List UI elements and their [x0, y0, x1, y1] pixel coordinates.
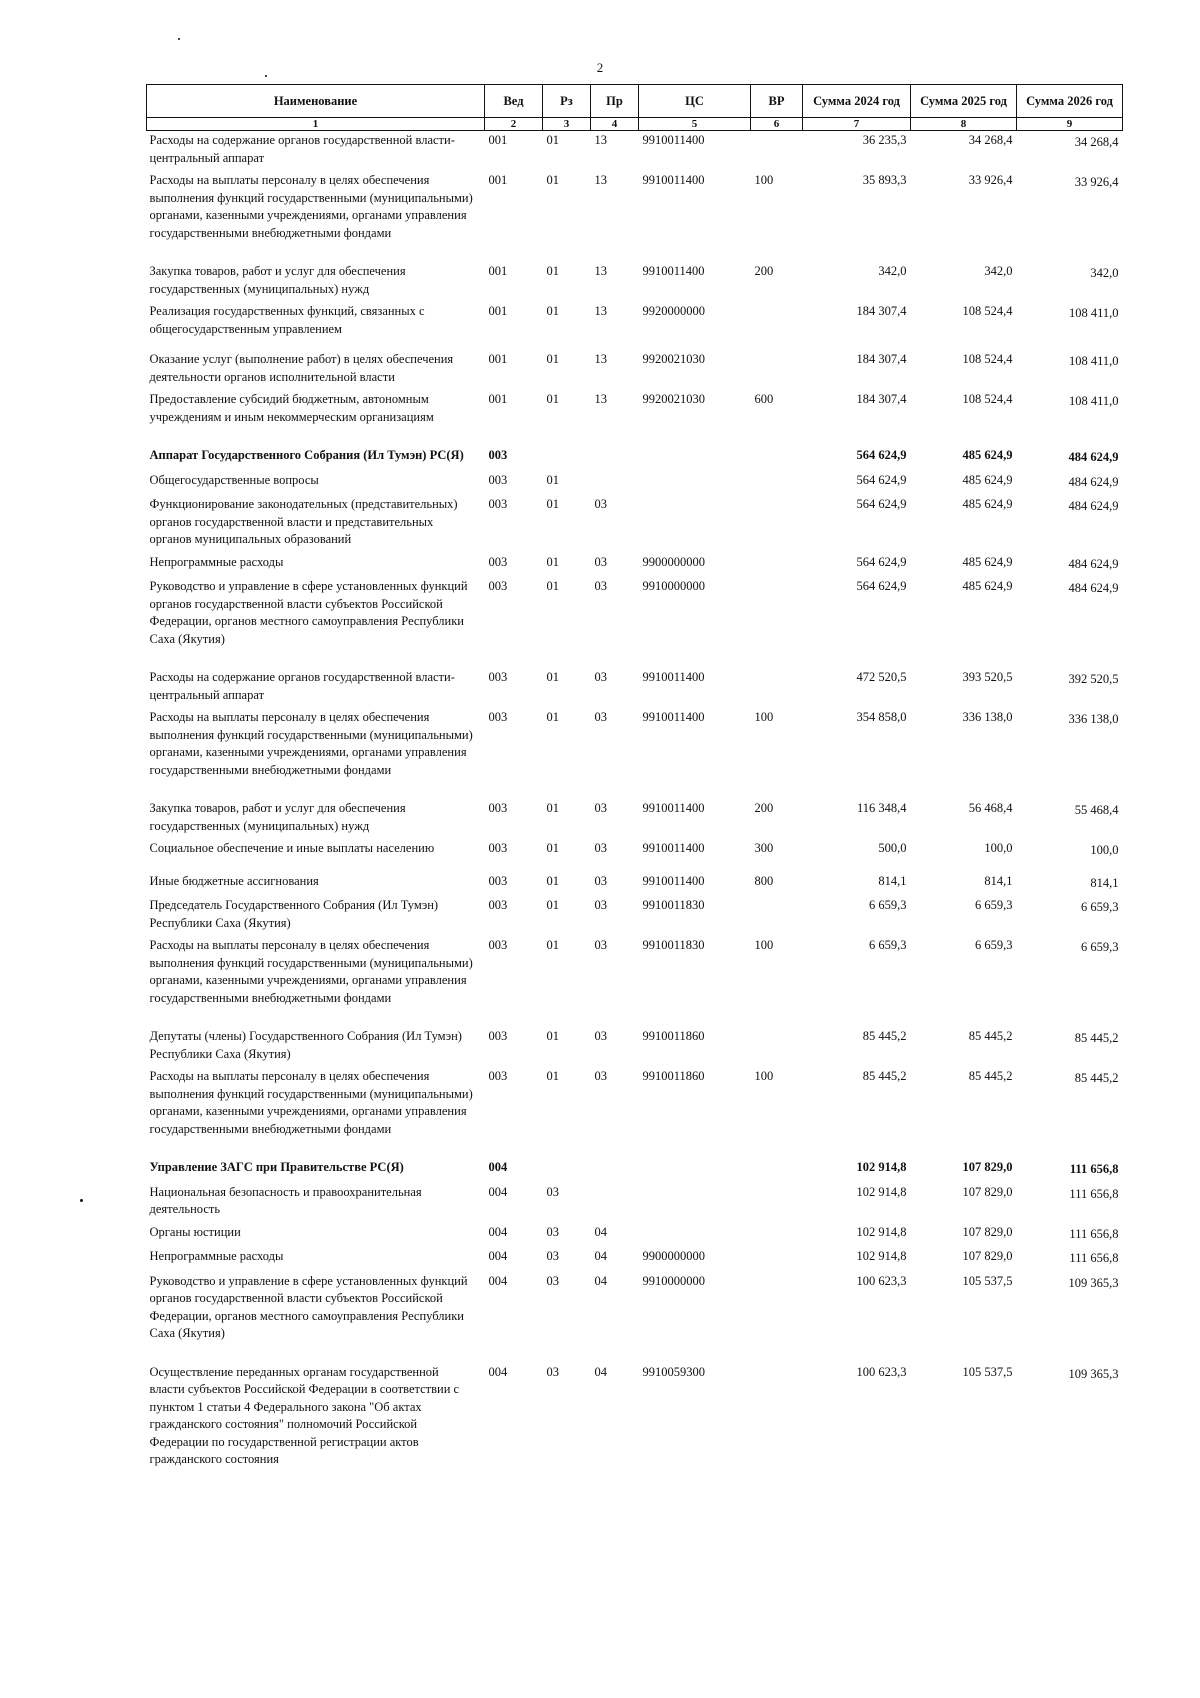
row-sum-2024-cell: 814,1 — [878, 873, 907, 888]
row-name-cell: Управление ЗАГС при Правительстве РС(Я) — [149, 1160, 404, 1174]
table-row — [147, 799, 1123, 839]
row-pr-cell: 03 — [594, 1069, 607, 1083]
row-cs-cell: 9910011400 — [642, 264, 705, 278]
table-row — [147, 1183, 1123, 1223]
row-pr-cell — [591, 446, 639, 471]
row-cs-cell: 9910011830 — [642, 938, 705, 952]
col-number-4: 4 — [591, 118, 639, 131]
row-sum-2026-cell: 484 624,9 — [1068, 474, 1119, 489]
row-sum-2025-cell: 485 624,9 — [962, 554, 1013, 569]
row-ved-cell: 003 — [488, 554, 508, 569]
row-sum-2025-cell: 105 537,5 — [962, 1273, 1013, 1288]
row-rz-cell: 01 — [546, 133, 559, 147]
row-sum-2026-cell: 392 520,5 — [1068, 672, 1119, 686]
row-cs-cell — [639, 446, 751, 471]
row-sum-2024-cell: 100 623,3 — [856, 1273, 907, 1288]
row-vr-cell — [751, 1183, 803, 1223]
row-ved-cell: 003 — [488, 841, 508, 855]
row-sum-2025-cell: 34 268,4 — [968, 133, 1013, 147]
row-sum-2026-cell: 111 656,8 — [1069, 1162, 1119, 1176]
row-rz-cell: 01 — [546, 173, 559, 187]
row-rz-cell: 01 — [546, 1029, 559, 1043]
row-pr-cell: 03 — [594, 873, 607, 888]
row-ved-cell: 003 — [488, 497, 508, 511]
row-name-cell: Осуществление переданных органам государственной власти субъектов Российской Федерации в соответствии с пунктом 1 статьи 4 Федерального закона "Об актах гражданского состояния" полномочий Российской Федерации по государственной регистрации актов гражданского состояния — [149, 1364, 460, 1466]
table-row — [147, 872, 1123, 897]
row-ved-cell: 003 — [488, 873, 508, 888]
row-pr-cell: 03 — [594, 801, 607, 815]
row-sum-2025-cell: 107 829,0 — [962, 1184, 1013, 1199]
table-row — [147, 262, 1123, 302]
row-rz-cell: 01 — [546, 497, 559, 511]
col-number-6: 6 — [751, 118, 803, 131]
row-vr-cell — [751, 471, 803, 496]
row-sum-2025-cell: 56 468,4 — [968, 801, 1013, 815]
row-rz-cell: 01 — [546, 710, 559, 724]
row-sum-2025-cell: 485 624,9 — [962, 448, 1013, 462]
row-vr-cell — [751, 350, 803, 390]
row-sum-2026-cell: 109 365,3 — [1068, 1366, 1119, 1381]
row-sum-2024-cell: 184 307,4 — [856, 392, 907, 406]
row-sum-2024-cell: 116 348,4 — [856, 801, 907, 815]
table-row — [147, 839, 1123, 872]
row-pr-cell: 13 — [594, 133, 607, 147]
col-header-ved: Вед — [485, 85, 543, 118]
row-sum-2025-cell: 6 659,3 — [975, 898, 1013, 912]
table-row — [147, 171, 1123, 262]
row-rz-cell: 03 — [546, 1184, 559, 1199]
row-sum-2025-cell: 100,0 — [984, 841, 1013, 855]
row-ved-cell: 004 — [488, 1364, 508, 1379]
table-row — [147, 1223, 1123, 1248]
row-sum-2024-cell: 85 445,2 — [862, 1069, 907, 1083]
row-ved-cell: 003 — [488, 1029, 508, 1043]
row-sum-2026-cell: 108 411,0 — [1068, 306, 1119, 320]
col-header-sum-2024: Сумма 2024 год — [803, 85, 911, 118]
row-name-cell: Расходы на содержание органов государственной власти- центральный аппарат — [149, 670, 455, 702]
row-sum-2024-cell: 102 914,8 — [856, 1184, 907, 1199]
row-sum-2025-cell: 85 445,2 — [968, 1069, 1013, 1083]
row-rz-cell: 01 — [546, 801, 559, 815]
row-cs-cell: 9910011860 — [642, 1069, 705, 1083]
row-vr-cell: 200 — [754, 264, 774, 278]
row-sum-2026-cell: 342,0 — [1090, 266, 1119, 280]
row-vr-cell — [751, 131, 803, 172]
row-sum-2026-cell: 111 656,8 — [1069, 1251, 1119, 1265]
row-pr-cell — [591, 1158, 639, 1183]
row-ved-cell: 003 — [488, 472, 508, 487]
row-sum-2025-cell: 105 537,5 — [962, 1364, 1013, 1379]
row-name-cell: Социальное обеспечение и иные выплаты населению — [149, 841, 435, 855]
row-ved-cell: 003 — [488, 1069, 508, 1083]
row-rz-cell: 01 — [546, 392, 559, 406]
row-rz-cell: 01 — [546, 938, 559, 952]
row-sum-2024-cell: 102 914,8 — [856, 1160, 907, 1174]
table-row — [147, 390, 1123, 446]
row-vr-cell — [751, 1027, 803, 1067]
col-header-vr: ВР — [751, 85, 803, 118]
row-vr-cell: 100 — [754, 173, 774, 187]
row-rz-cell — [543, 446, 591, 471]
row-name-cell: Функционирование законодательных (представительных) органов государственной власти и представительных органов муниципальных образований — [149, 497, 458, 546]
row-sum-2024-cell: 342,0 — [878, 264, 907, 278]
row-sum-2026-cell: 108 411,0 — [1068, 394, 1119, 408]
row-vr-cell — [751, 1223, 803, 1248]
table-row — [147, 446, 1123, 471]
row-ved-cell: 004 — [488, 1249, 508, 1263]
row-name-cell: Аппарат Государственного Собрания (Ил Тумэн) РС(Я) — [149, 448, 464, 462]
row-pr-cell: 03 — [594, 898, 607, 912]
row-name-cell: Непрограммные расходы — [149, 1249, 284, 1263]
col-number-8: 8 — [911, 118, 1017, 131]
row-ved-cell: 001 — [488, 304, 508, 318]
row-cs-cell: 9910000000 — [642, 579, 705, 593]
row-cs-cell: 9900000000 — [642, 1249, 705, 1263]
row-ved-cell: 003 — [488, 579, 508, 593]
row-vr-cell — [751, 1272, 803, 1363]
budget-table-wrapper — [146, 84, 1122, 1473]
row-sum-2025-cell: 485 624,9 — [962, 579, 1013, 593]
col-number-5: 5 — [639, 118, 751, 131]
row-sum-2024-cell: 354 858,0 — [856, 710, 907, 724]
row-cs-cell: 9910011400 — [642, 173, 705, 187]
row-rz-cell: 01 — [546, 898, 559, 912]
row-sum-2026-cell: 85 445,2 — [1074, 1031, 1119, 1045]
table-row — [147, 577, 1123, 668]
row-cs-cell: 9920021030 — [642, 352, 705, 366]
row-sum-2025-cell: 85 445,2 — [968, 1029, 1013, 1043]
row-cs-cell: 9910000000 — [642, 1273, 705, 1288]
table-row — [147, 1027, 1123, 1067]
row-pr-cell: 03 — [594, 670, 607, 684]
table-row — [147, 936, 1123, 1027]
row-cs-cell: 9910011400 — [642, 133, 705, 147]
row-sum-2024-cell: 100 623,3 — [856, 1364, 907, 1379]
row-vr-cell: 100 — [754, 710, 774, 724]
row-vr-cell — [751, 668, 803, 708]
row-cs-cell — [639, 1158, 751, 1183]
row-cs-cell: 9910011400 — [642, 801, 705, 815]
row-rz-cell: 01 — [546, 873, 559, 888]
row-vr-cell — [751, 1247, 803, 1272]
budget-table — [146, 84, 1123, 1473]
row-vr-cell: 100 — [754, 938, 774, 952]
row-sum-2025-cell: 485 624,9 — [962, 497, 1013, 511]
row-sum-2024-cell: 564 624,9 — [856, 579, 907, 593]
row-sum-2026-cell: 484 624,9 — [1068, 581, 1119, 595]
row-vr-cell: 600 — [754, 392, 774, 406]
row-sum-2025-cell: 107 829,0 — [962, 1249, 1013, 1263]
row-cs-cell: 9910011830 — [642, 898, 705, 912]
col-header-pr: Пр — [591, 85, 639, 118]
row-pr-cell: 03 — [594, 1029, 607, 1043]
table-row — [147, 1363, 1123, 1473]
row-rz-cell — [543, 1158, 591, 1183]
row-name-cell: Национальная безопасность и правоохранительная деятельность — [149, 1184, 422, 1216]
row-name-cell: Реализация государственных функций, связанных с общегосударственным управлением — [149, 304, 425, 336]
margin-dot — [80, 1199, 83, 1202]
row-sum-2026-cell: 55 468,4 — [1074, 803, 1119, 817]
row-rz-cell: 01 — [546, 304, 559, 318]
row-sum-2025-cell: 6 659,3 — [975, 938, 1013, 952]
row-ved-cell: 003 — [488, 670, 508, 684]
row-ved-cell: 004 — [488, 1184, 508, 1199]
row-sum-2024-cell: 85 445,2 — [862, 1029, 907, 1043]
row-vr-cell — [751, 446, 803, 471]
row-name-cell: Расходы на выплаты персоналу в целях обеспечения выполнения функций государственными (муниципальными) органами, казенными учреждениями, органами управления государственными внебюджетными фондами — [149, 938, 473, 1005]
row-sum-2025-cell: 107 829,0 — [962, 1160, 1013, 1174]
table-row — [147, 1272, 1123, 1363]
row-sum-2025-cell: 393 520,5 — [962, 670, 1013, 684]
row-ved-cell: 003 — [488, 801, 508, 815]
row-sum-2026-cell: 6 659,3 — [1081, 900, 1119, 914]
row-sum-2024-cell: 35 893,3 — [862, 173, 907, 187]
row-ved-cell: 004 — [488, 1160, 508, 1174]
table-header — [147, 85, 1123, 131]
row-sum-2026-cell: 108 411,0 — [1068, 354, 1119, 368]
row-sum-2024-cell: 102 914,8 — [856, 1224, 907, 1239]
row-sum-2025-cell: 108 524,4 — [962, 304, 1013, 318]
row-pr-cell: 03 — [594, 841, 607, 855]
row-ved-cell: 003 — [488, 938, 508, 952]
col-number-1: 1 — [147, 118, 485, 131]
row-sum-2026-cell: 111 656,8 — [1069, 1186, 1119, 1201]
table-row — [147, 668, 1123, 708]
table-row — [147, 471, 1123, 496]
col-header-sum-2026: Сумма 2026 год — [1017, 85, 1123, 118]
col-number-3: 3 — [543, 118, 591, 131]
row-cs-cell: 9910011400 — [642, 841, 705, 855]
row-rz-cell: 03 — [546, 1224, 559, 1239]
row-ved-cell: 003 — [488, 898, 508, 912]
row-sum-2025-cell: 108 524,4 — [962, 352, 1013, 366]
row-vr-cell — [751, 577, 803, 668]
row-vr-cell — [751, 302, 803, 350]
row-sum-2024-cell: 36 235,3 — [862, 133, 907, 147]
row-cs-cell: 9920021030 — [642, 392, 705, 406]
row-vr-cell: 300 — [754, 841, 774, 855]
row-vr-cell — [751, 553, 803, 578]
row-name-cell: Закупка товаров, работ и услуг для обеспечения государственных (муниципальных) нужд — [149, 801, 406, 833]
row-vr-cell: 800 — [754, 873, 774, 888]
row-pr-cell: 13 — [594, 392, 607, 406]
row-sum-2026-cell: 484 624,9 — [1068, 556, 1119, 571]
row-sum-2026-cell: 34 268,4 — [1074, 135, 1119, 149]
row-sum-2024-cell: 6 659,3 — [869, 938, 907, 952]
col-header-name: Наименование — [147, 85, 485, 118]
row-sum-2025-cell: 336 138,0 — [962, 710, 1013, 724]
row-ved-cell: 001 — [488, 264, 508, 278]
row-sum-2024-cell: 564 624,9 — [856, 472, 907, 487]
row-pr-cell — [591, 471, 639, 496]
row-cs-cell: 9910011860 — [642, 1029, 705, 1043]
row-pr-cell: 04 — [594, 1249, 607, 1263]
col-number-7: 7 — [803, 118, 911, 131]
row-rz-cell: 03 — [546, 1364, 559, 1379]
row-sum-2024-cell: 564 624,9 — [856, 497, 907, 511]
row-ved-cell: 001 — [488, 352, 508, 366]
row-cs-cell — [639, 1183, 751, 1223]
row-sum-2025-cell: 342,0 — [984, 264, 1013, 278]
row-pr-cell: 13 — [594, 304, 607, 318]
row-rz-cell: 01 — [546, 1069, 559, 1083]
row-vr-cell: 100 — [754, 1069, 774, 1083]
row-ved-cell: 001 — [488, 133, 508, 147]
row-name-cell: Депутаты (члены) Государственного Собрания (Ил Тумэн) Республики Саха (Якутия) — [149, 1029, 462, 1061]
row-rz-cell: 01 — [546, 264, 559, 278]
row-name-cell: Расходы на выплаты персоналу в целях обеспечения выполнения функций государственными (муниципальными) органами, казенными учреждениями, органами управления государственными внебюджетными фондами — [149, 1069, 473, 1136]
table-row — [147, 131, 1123, 172]
row-cs-cell: 9900000000 — [642, 554, 705, 569]
row-vr-cell — [751, 495, 803, 553]
row-cs-cell — [639, 495, 751, 553]
row-name-cell: Расходы на выплаты персоналу в целях обеспечения выполнения функций государственными (муниципальными) органами, казенными учреждениями, органами управления государственными внебюджетными фондами — [149, 710, 473, 777]
row-sum-2026-cell: 6 659,3 — [1081, 940, 1119, 954]
row-pr-cell — [591, 1183, 639, 1223]
row-sum-2026-cell: 336 138,0 — [1068, 712, 1119, 726]
row-sum-2025-cell: 485 624,9 — [962, 472, 1013, 487]
row-sum-2024-cell: 564 624,9 — [856, 448, 907, 462]
scan-speck — [178, 38, 180, 40]
table-row — [147, 1158, 1123, 1183]
row-name-cell: Председатель Государственного Собрания (Ил Тумэн) Республики Саха (Якутия) — [149, 898, 439, 930]
row-ved-cell: 003 — [488, 710, 508, 724]
row-ved-cell: 001 — [488, 392, 508, 406]
col-number-2: 2 — [485, 118, 543, 131]
row-sum-2026-cell: 484 624,9 — [1068, 450, 1119, 464]
row-cs-cell — [639, 1223, 751, 1248]
table-body — [147, 131, 1123, 1473]
row-sum-2024-cell: 6 659,3 — [869, 898, 907, 912]
table-row — [147, 896, 1123, 936]
table-row — [147, 302, 1123, 350]
row-vr-cell: 200 — [754, 801, 774, 815]
row-name-cell: Непрограммные расходы — [149, 554, 284, 569]
row-rz-cell: 01 — [546, 670, 559, 684]
row-name-cell: Иные бюджетные ассигнования — [149, 873, 319, 888]
row-sum-2024-cell: 564 624,9 — [856, 554, 907, 569]
row-pr-cell: 13 — [594, 352, 607, 366]
row-rz-cell: 01 — [546, 841, 559, 855]
row-sum-2025-cell: 814,1 — [984, 873, 1013, 888]
row-sum-2026-cell: 85 445,2 — [1074, 1071, 1119, 1085]
row-cs-cell: 9910011400 — [642, 670, 705, 684]
row-sum-2024-cell: 184 307,4 — [856, 352, 907, 366]
row-ved-cell: 001 — [488, 173, 508, 187]
row-sum-2026-cell: 109 365,3 — [1068, 1275, 1119, 1290]
row-pr-cell: 03 — [594, 710, 607, 724]
table-row — [147, 553, 1123, 578]
table-row — [147, 350, 1123, 390]
row-rz-cell: 01 — [546, 352, 559, 366]
scan-speck — [265, 75, 267, 77]
row-pr-cell: 03 — [594, 938, 607, 952]
row-name-cell: Руководство и управление в сфере установленных функций органов государственной власти субъектов Российской Федерации, органов местного самоуправления Республики Саха (Якутия) — [149, 579, 468, 646]
table-row — [147, 495, 1123, 553]
row-sum-2024-cell: 472 520,5 — [856, 670, 907, 684]
row-pr-cell: 13 — [594, 264, 607, 278]
row-name-cell: Руководство и управление в сфере установленных функций органов государственной власти субъектов Российской Федерации, органов местного самоуправления Республики Саха (Якутия) — [149, 1273, 468, 1340]
row-sum-2026-cell: 814,1 — [1090, 875, 1119, 890]
row-pr-cell: 13 — [594, 173, 607, 187]
row-rz-cell: 03 — [546, 1249, 559, 1263]
row-sum-2026-cell: 33 926,4 — [1074, 175, 1119, 189]
row-cs-cell: 9910011400 — [642, 710, 705, 724]
row-vr-cell — [751, 896, 803, 936]
row-rz-cell: 01 — [546, 554, 559, 569]
table-row — [147, 708, 1123, 799]
col-header-sum-2025: Сумма 2025 год — [911, 85, 1017, 118]
row-rz-cell: 01 — [546, 579, 559, 593]
row-vr-cell — [751, 1158, 803, 1183]
row-ved-cell: 004 — [488, 1273, 508, 1288]
row-rz-cell: 03 — [546, 1273, 559, 1288]
row-sum-2024-cell: 184 307,4 — [856, 304, 907, 318]
page-number: 2 — [596, 60, 604, 75]
row-pr-cell: 03 — [594, 497, 607, 511]
row-sum-2026-cell: 111 656,8 — [1069, 1226, 1119, 1241]
row-sum-2026-cell: 484 624,9 — [1068, 499, 1119, 513]
col-header-cs: ЦС — [639, 85, 751, 118]
row-sum-2024-cell: 500,0 — [878, 841, 907, 855]
row-ved-cell: 004 — [488, 1224, 508, 1239]
row-cs-cell: 9920000000 — [642, 304, 705, 318]
row-sum-2025-cell: 33 926,4 — [968, 173, 1013, 187]
row-sum-2025-cell: 108 524,4 — [962, 392, 1013, 406]
row-cs-cell: 9910059300 — [642, 1364, 705, 1379]
row-name-cell: Предоставление субсидий бюджетным, автономным учреждениям и иным некоммерческим организациям — [149, 392, 434, 424]
row-ved-cell: 003 — [488, 448, 508, 462]
row-cs-cell — [639, 471, 751, 496]
row-sum-2026-cell: 100,0 — [1090, 843, 1119, 857]
row-vr-cell — [751, 1363, 803, 1473]
row-name-cell: Общегосударственные вопросы — [149, 472, 319, 487]
row-name-cell: Закупка товаров, работ и услуг для обеспечения государственных (муниципальных) нужд — [149, 264, 406, 296]
row-pr-cell: 03 — [594, 554, 607, 569]
row-name-cell: Оказание услуг (выполнение работ) в целях обеспечения деятельности органов исполнительной власти — [149, 352, 454, 384]
row-pr-cell: 04 — [594, 1364, 607, 1379]
table-row — [147, 1247, 1123, 1272]
row-name-cell: Расходы на выплаты персоналу в целях обеспечения выполнения функций государственными (муниципальными) органами, казенными учреждениями, органами управления государственными внебюджетными фондами — [149, 173, 473, 240]
row-rz-cell: 01 — [546, 472, 559, 487]
col-number-9: 9 — [1017, 118, 1123, 131]
row-cs-cell: 9910011400 — [642, 873, 705, 888]
col-header-rz: Рз — [543, 85, 591, 118]
row-pr-cell: 03 — [594, 579, 607, 593]
row-name-cell: Расходы на содержание органов государственной власти- центральный аппарат — [149, 133, 455, 165]
table-row — [147, 1067, 1123, 1158]
row-pr-cell: 04 — [594, 1224, 607, 1239]
row-sum-2025-cell: 107 829,0 — [962, 1224, 1013, 1239]
row-sum-2024-cell: 102 914,8 — [856, 1249, 907, 1263]
row-name-cell: Органы юстиции — [149, 1224, 241, 1239]
row-pr-cell: 04 — [594, 1273, 607, 1288]
